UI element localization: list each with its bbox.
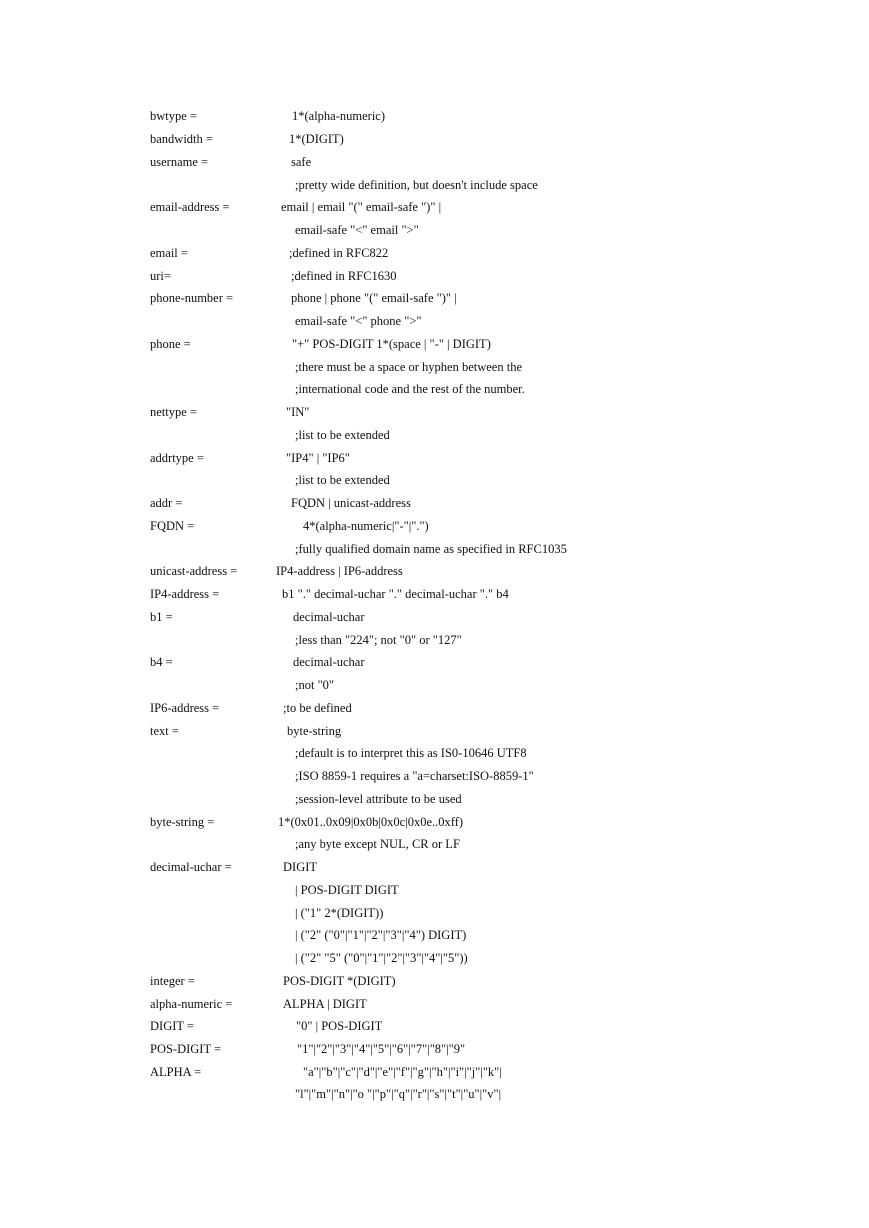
grammar-rule-row [0,268,869,288]
rule-definition: ;defined in RFC1630 [291,269,397,283]
rule-definition: b1 "." decimal-uchar "." decimal-uchar "." b4 [282,587,509,601]
rule-name: email = [150,246,188,260]
rule-definition: ;less than "224"; not "0" or "127" [295,633,462,647]
rule-name: bandwidth = [150,132,213,146]
rule-definition: 4*(alpha-numeric|"-"|".") [303,519,429,533]
rule-name: POS-DIGIT = [150,1042,222,1056]
rule-definition: "+" POS-DIGIT 1*(space | "-" | DIGIT) [292,337,491,351]
rule-definition: IP4-address | IP6-address [276,564,403,578]
rule-name: DIGIT = [150,1019,194,1033]
rule-name: b4 = [150,655,173,669]
rule-name: email-address = [150,200,230,214]
rule-definition: ;not "0" [295,678,335,692]
rule-name: phone-number = [150,291,234,305]
rule-definition: "1"|"2"|"3"|"4"|"5"|"6"|"7"|"8"|"9" [297,1042,466,1056]
grammar-rule-row [0,791,869,811]
rule-definition: ALPHA | DIGIT [283,997,367,1011]
rule-definition: safe [291,155,312,169]
grammar-rule-row [0,177,869,197]
rule-definition: 1*(DIGIT) [289,132,344,146]
grammar-rule-row [0,586,869,606]
grammar-rule-row [0,563,869,583]
grammar-rule-row [0,836,869,856]
grammar-rule-row [0,472,869,492]
rule-name: username = [150,155,209,169]
grammar-rule-row [0,677,869,697]
grammar-rule-row [0,609,869,629]
rule-definition: | ("1" 2*(DIGIT)) [295,906,384,920]
rule-definition: byte-string [287,724,342,738]
rule-name: ALPHA = [150,1065,202,1079]
rule-name: addr = [150,496,183,510]
rule-definition: "0" | POS-DIGIT [296,1019,383,1033]
rule-definition: ;fully qualified domain name as specified in RFC1035 [295,542,567,556]
grammar-rule-row [0,495,869,515]
rule-definition: ;any byte except NUL, CR or LF [295,837,460,851]
grammar-rule-row [0,427,869,447]
grammar-rule-row [0,768,869,788]
rule-name: b1 = [150,610,173,624]
rule-definition: email-safe "<" phone ">" [295,314,422,328]
rule-name: nettype = [150,405,197,419]
grammar-rule-row [0,359,869,379]
grammar-rule-row [0,108,869,128]
grammar-rule-row [0,882,869,902]
rule-definition: ;ISO 8859-1 requires a "a=charset:ISO-8859-1" [295,769,534,783]
grammar-rule-row [0,404,869,424]
rule-definition: FQDN | unicast-address [291,496,411,510]
grammar-rule-row [0,905,869,925]
rule-definition: decimal-uchar [293,655,365,669]
grammar-rule-row [0,541,869,561]
rule-definition: ;session-level attribute to be used [295,792,462,806]
grammar-rule-row [0,336,869,356]
rule-name: bwtype = [150,109,197,123]
grammar-rule-row [0,381,869,401]
grammar-rule-row [0,518,869,538]
grammar-rule-row [0,245,869,265]
rule-definition: | ("2" ("0"|"1"|"2"|"3"|"4") DIGIT) [295,928,467,942]
grammar-rule-row [0,1041,869,1061]
grammar-rule-row [0,290,869,310]
rule-definition: ;pretty wide definition, but doesn't include space [295,178,538,192]
grammar-rule-row [0,654,869,674]
rule-definition: ;international code and the rest of the number. [295,382,525,396]
rule-definition: email | email "(" email-safe ")" | [281,200,442,214]
rule-definition: email-safe "<" email ">" [295,223,419,237]
rule-definition: ;to be defined [283,701,352,715]
grammar-rule-row [0,131,869,151]
rule-definition: phone | phone "(" email-safe ")" | [291,291,457,305]
grammar-rule-row [0,950,869,970]
grammar-rule-row [0,222,869,242]
grammar-rule-row [0,1018,869,1038]
grammar-rule-row [0,859,869,879]
grammar-rule-row [0,723,869,743]
grammar-rule-row [0,313,869,333]
rule-definition: "IN" [286,405,310,419]
grammar-rule-row [0,996,869,1016]
rule-definition: ;there must be a space or hyphen between the [295,360,522,374]
rule-definition: 1*(0x01..0x09|0x0b|0x0c|0x0e..0xff) [278,815,464,829]
rule-name: phone = [150,337,191,351]
rule-name: IP4-address = [150,587,220,601]
rule-name: uri= [150,269,171,283]
rule-definition: ;list to be extended [295,473,390,487]
rule-definition: POS-DIGIT *(DIGIT) [283,974,396,988]
grammar-rule-row [0,1064,869,1084]
grammar-rule-row [0,927,869,947]
grammar-rule-row [0,199,869,219]
rule-definition: ;defined in RFC822 [289,246,389,260]
rule-definition: "IP4" | "IP6" [286,451,350,465]
rule-definition: decimal-uchar [293,610,365,624]
rule-name: unicast-address = [150,564,238,578]
rule-definition: 1*(alpha-numeric) [292,109,386,123]
rule-definition: ;list to be extended [295,428,390,442]
rule-definition: | POS-DIGIT DIGIT [295,883,399,897]
rule-name: integer = [150,974,195,988]
rule-definition: ;default is to interpret this as IS0-10646 UTF8 [295,746,527,760]
rule-definition: | ("2" "5" ("0"|"1"|"2"|"3"|"4"|"5")) [295,951,468,965]
grammar-rule-row [0,632,869,652]
rule-name: decimal-uchar = [150,860,232,874]
rule-definition: DIGIT [283,860,318,874]
rule-name: byte-string = [150,815,215,829]
grammar-rule-row [0,450,869,470]
rule-name: alpha-numeric = [150,997,233,1011]
grammar-rule-row [0,973,869,993]
grammar-rule-row [0,154,869,174]
grammar-rule-row [0,745,869,765]
rule-name: FQDN = [150,519,195,533]
grammar-rule-row [0,814,869,834]
rule-definition: "a"|"b"|"c"|"d"|"e"|"f"|"g"|"h"|"i"|"j"|"k"| [303,1065,502,1079]
rule-name: IP6-address = [150,701,220,715]
grammar-rule-row [0,1086,869,1106]
rule-name: text = [150,724,179,738]
grammar-rule-row [0,700,869,720]
rule-definition: "l"|"m"|"n"|"o "|"p"|"q"|"r"|"s"|"t"|"u"|"v"| [295,1087,502,1101]
rule-name: addrtype = [150,451,204,465]
